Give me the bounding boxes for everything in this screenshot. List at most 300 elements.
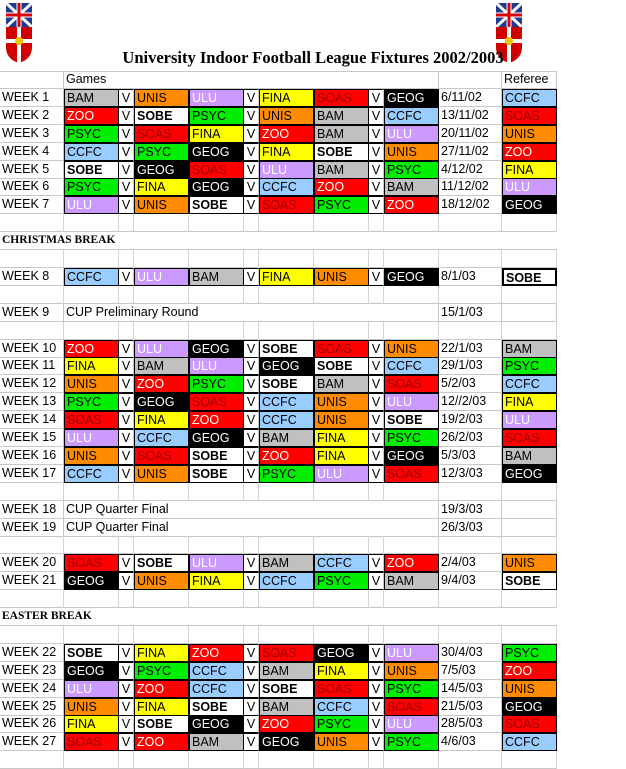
- team-cell: CCFC: [259, 393, 314, 411]
- team-cell: ULU: [189, 554, 244, 572]
- team-cell: PSYC: [314, 572, 369, 590]
- blank-cell: [502, 751, 557, 769]
- team-cell: FINA: [64, 715, 119, 733]
- versus-label: V: [369, 125, 384, 143]
- blank-cell: [502, 536, 557, 554]
- team-cell: PSYC: [64, 125, 119, 143]
- fixture-date: 9/4/03: [439, 572, 502, 590]
- blank-cell: [0, 536, 64, 554]
- fixture-date: 26/3/03: [439, 519, 502, 537]
- referee-header: Referee: [502, 71, 557, 89]
- versus-label: V: [244, 375, 259, 393]
- referee-cell: CCFC: [502, 375, 557, 393]
- fixture-date: 19/2/03: [439, 411, 502, 429]
- team-cell: SOBE: [64, 161, 119, 179]
- blank-cell: [0, 322, 64, 340]
- versus-label: V: [244, 89, 259, 107]
- blank-cell: [369, 322, 384, 340]
- fixture-row: [0, 107, 557, 125]
- blank-cell: [502, 214, 557, 232]
- team-cell: ZOO: [64, 107, 119, 125]
- team-cell: PSYC: [134, 662, 189, 680]
- header-row: [0, 71, 557, 89]
- versus-label: V: [119, 340, 134, 358]
- team-cell: GEOG: [189, 178, 244, 196]
- team-cell: ZOO: [259, 125, 314, 143]
- versus-label: V: [369, 357, 384, 375]
- team-cell: PSYC: [189, 375, 244, 393]
- versus-label: V: [119, 554, 134, 572]
- blank-cell: [244, 322, 259, 340]
- blank-cell: [369, 483, 384, 501]
- fixture-row: [0, 357, 557, 375]
- blank-cell: [119, 322, 134, 340]
- blank-cell: [244, 483, 259, 501]
- team-cell: SOAS: [384, 465, 439, 483]
- fixture-date: 13/11/02: [439, 107, 502, 125]
- team-cell: SOBE: [189, 465, 244, 483]
- team-cell: FINA: [134, 411, 189, 429]
- blank-cell: [189, 322, 244, 340]
- blank-cell: [119, 250, 134, 268]
- team-cell: GEOG: [259, 357, 314, 375]
- blank-cell: [384, 590, 439, 608]
- fixture-date: 2/4/03: [439, 554, 502, 572]
- blank-cell: [134, 214, 189, 232]
- blank-cell: [134, 250, 189, 268]
- blank-cell: [369, 250, 384, 268]
- versus-label: V: [369, 644, 384, 662]
- team-cell: CCFC: [64, 143, 119, 161]
- fixture-date: 15/1/03: [439, 304, 502, 322]
- blank-cell: [502, 304, 557, 322]
- fixture-row: [0, 125, 557, 143]
- versus-label: V: [244, 178, 259, 196]
- blank-cell: [189, 286, 244, 304]
- blank-cell: [502, 286, 557, 304]
- team-cell: FINA: [189, 125, 244, 143]
- versus-label: V: [119, 143, 134, 161]
- versus-label: V: [244, 715, 259, 733]
- blank-cell: [64, 590, 119, 608]
- fixture-date: 6/11/02: [439, 89, 502, 107]
- team-cell: ULU: [259, 161, 314, 179]
- fixture-row: [0, 161, 557, 179]
- blank-cell: [314, 483, 369, 501]
- team-cell: ULU: [134, 340, 189, 358]
- team-cell: PSYC: [189, 107, 244, 125]
- team-cell: UNIS: [134, 196, 189, 214]
- team-cell: GEOG: [134, 161, 189, 179]
- referee-cell: ULU: [502, 411, 557, 429]
- versus-label: V: [119, 89, 134, 107]
- team-cell: FINA: [134, 644, 189, 662]
- versus-label: V: [244, 554, 259, 572]
- versus-label: V: [369, 554, 384, 572]
- blank-cell: [134, 286, 189, 304]
- blank-cell: [439, 536, 502, 554]
- blank-cell: [189, 250, 244, 268]
- blank-cell: [119, 626, 134, 644]
- team-cell: ULU: [384, 393, 439, 411]
- fixture-row: [0, 680, 557, 698]
- fixture-date: 4/12/02: [439, 161, 502, 179]
- versus-label: V: [244, 447, 259, 465]
- referee-cell: PSYC: [502, 357, 557, 375]
- week-label: WEEK 11: [0, 357, 64, 375]
- cup-round-label: CUP Quarter Final: [64, 501, 439, 519]
- team-cell: ZOO: [134, 375, 189, 393]
- versus-label: V: [244, 644, 259, 662]
- blank-cell: [259, 751, 314, 769]
- team-cell: FINA: [259, 268, 314, 286]
- page-title: University Indoor Football League Fixtures 2002/2003: [122, 48, 504, 67]
- team-cell: SOBE: [189, 698, 244, 716]
- blank-row: [0, 590, 557, 608]
- referee-cell: FINA: [502, 393, 557, 411]
- referee-cell: ULU: [502, 178, 557, 196]
- team-cell: GEOG: [259, 733, 314, 751]
- referee-cell: SOBE: [502, 268, 557, 286]
- team-cell: ZOO: [384, 554, 439, 572]
- versus-label: V: [369, 375, 384, 393]
- team-cell: FINA: [189, 572, 244, 590]
- team-cell: FINA: [64, 357, 119, 375]
- games-header: Games: [64, 71, 439, 89]
- team-cell: CCFC: [314, 554, 369, 572]
- blank-cell: [384, 286, 439, 304]
- blank-cell: [259, 626, 314, 644]
- fixture-date: 12//2/03: [439, 393, 502, 411]
- versus-label: V: [244, 698, 259, 716]
- versus-label: V: [119, 465, 134, 483]
- team-cell: BAM: [259, 429, 314, 447]
- text-row: [0, 519, 557, 537]
- fixture-date: 21/5/03: [439, 698, 502, 716]
- team-cell: ZOO: [134, 733, 189, 751]
- team-cell: SOBE: [259, 375, 314, 393]
- blank-cell: [244, 751, 259, 769]
- team-cell: SOAS: [189, 161, 244, 179]
- break-row: [0, 232, 557, 250]
- break-label: CHRISTMAS BREAK: [0, 232, 557, 250]
- versus-label: V: [369, 107, 384, 125]
- blank-cell: [0, 214, 64, 232]
- blank-cell: [502, 501, 557, 519]
- blank-cell: [502, 590, 557, 608]
- blank-cell: [189, 626, 244, 644]
- team-cell: PSYC: [64, 393, 119, 411]
- blank-cell: [0, 626, 64, 644]
- fixture-date: 5/2/03: [439, 375, 502, 393]
- fixture-row: [0, 447, 557, 465]
- referee-cell: SOAS: [502, 429, 557, 447]
- team-cell: SOAS: [189, 393, 244, 411]
- fixture-date: 22/1/03: [439, 340, 502, 358]
- fixture-row: [0, 143, 557, 161]
- fixture-date: 28/5/03: [439, 715, 502, 733]
- team-cell: SOAS: [64, 411, 119, 429]
- blank-cell: [0, 751, 64, 769]
- team-cell: BAM: [314, 161, 369, 179]
- team-cell: SOAS: [134, 447, 189, 465]
- versus-label: V: [244, 680, 259, 698]
- team-cell: SOAS: [134, 125, 189, 143]
- blank-row: [0, 626, 557, 644]
- blank-cell: [384, 322, 439, 340]
- team-cell: UNIS: [134, 89, 189, 107]
- team-cell: PSYC: [384, 680, 439, 698]
- fixture-date: 30/4/03: [439, 644, 502, 662]
- team-cell: CCFC: [64, 465, 119, 483]
- blank-cell: [314, 250, 369, 268]
- fixture-row: [0, 644, 557, 662]
- versus-label: V: [369, 161, 384, 179]
- team-cell: FINA: [314, 662, 369, 680]
- versus-label: V: [119, 733, 134, 751]
- team-cell: GEOG: [189, 715, 244, 733]
- team-cell: UNIS: [64, 698, 119, 716]
- fixture-row: [0, 733, 557, 751]
- blank-cell: [64, 536, 119, 554]
- versus-label: V: [369, 340, 384, 358]
- week-label: WEEK 13: [0, 393, 64, 411]
- versus-label: V: [119, 698, 134, 716]
- team-cell: PSYC: [384, 161, 439, 179]
- fixture-date: 18/12/02: [439, 196, 502, 214]
- team-cell: PSYC: [314, 715, 369, 733]
- fixture-date: 14/5/03: [439, 680, 502, 698]
- versus-label: V: [119, 161, 134, 179]
- week-label: WEEK 7: [0, 196, 64, 214]
- blank-cell: [384, 250, 439, 268]
- blank-cell: [189, 483, 244, 501]
- referee-cell: GEOG: [502, 465, 557, 483]
- break-row: [0, 608, 557, 626]
- week-label: WEEK 4: [0, 143, 64, 161]
- team-cell: BAM: [259, 698, 314, 716]
- blank-cell: [259, 250, 314, 268]
- blank-row: [0, 214, 557, 232]
- versus-label: V: [244, 662, 259, 680]
- team-cell: GEOG: [384, 447, 439, 465]
- versus-label: V: [244, 572, 259, 590]
- team-cell: PSYC: [134, 143, 189, 161]
- fixture-row: [0, 196, 557, 214]
- versus-label: V: [119, 447, 134, 465]
- versus-label: V: [119, 680, 134, 698]
- blank-cell: [259, 286, 314, 304]
- team-cell: BAM: [259, 554, 314, 572]
- blank-cell: [439, 322, 502, 340]
- versus-label: V: [119, 662, 134, 680]
- blank-cell: [189, 590, 244, 608]
- team-cell: BAM: [314, 107, 369, 125]
- fixture-row: [0, 715, 557, 733]
- blank-cell: [439, 751, 502, 769]
- cup-round-label: CUP Quarter Final: [64, 519, 439, 537]
- versus-label: V: [369, 572, 384, 590]
- versus-label: V: [369, 680, 384, 698]
- team-cell: BAM: [314, 125, 369, 143]
- team-cell: UNIS: [314, 733, 369, 751]
- team-cell: SOAS: [314, 89, 369, 107]
- blank-cell: [439, 214, 502, 232]
- text-row: [0, 304, 557, 322]
- fixture-date: 12/3/03: [439, 465, 502, 483]
- blank-cell: [314, 214, 369, 232]
- week-label: WEEK 27: [0, 733, 64, 751]
- blank-cell: [439, 286, 502, 304]
- blank-cell: [64, 483, 119, 501]
- team-cell: FINA: [259, 89, 314, 107]
- blank-cell: [134, 590, 189, 608]
- team-cell: ZOO: [64, 340, 119, 358]
- blank-cell: [502, 483, 557, 501]
- versus-label: V: [244, 161, 259, 179]
- team-cell: BAM: [189, 268, 244, 286]
- team-cell: ZOO: [259, 447, 314, 465]
- break-label: EASTER BREAK: [0, 608, 557, 626]
- referee-cell: GEOG: [502, 196, 557, 214]
- referee-cell: FINA: [502, 161, 557, 179]
- week-label: WEEK 6: [0, 178, 64, 196]
- team-cell: ULU: [189, 89, 244, 107]
- versus-label: V: [369, 268, 384, 286]
- team-cell: UNIS: [134, 465, 189, 483]
- week-label: WEEK 23: [0, 662, 64, 680]
- team-cell: BAM: [64, 89, 119, 107]
- referee-cell: SOBE: [502, 572, 557, 590]
- fixture-date: 4/6/03: [439, 733, 502, 751]
- team-cell: PSYC: [259, 465, 314, 483]
- blank-cell: [189, 751, 244, 769]
- team-cell: UNIS: [134, 572, 189, 590]
- team-cell: PSYC: [64, 178, 119, 196]
- team-cell: SOAS: [384, 698, 439, 716]
- referee-cell: UNIS: [502, 554, 557, 572]
- week-label: WEEK 8: [0, 268, 64, 286]
- team-cell: PSYC: [384, 429, 439, 447]
- team-cell: ULU: [64, 680, 119, 698]
- blank-row: [0, 536, 557, 554]
- blank-cell: [119, 590, 134, 608]
- versus-label: V: [119, 268, 134, 286]
- team-cell: ULU: [64, 196, 119, 214]
- versus-label: V: [369, 465, 384, 483]
- versus-label: V: [119, 196, 134, 214]
- fixture-date: 5/3/03: [439, 447, 502, 465]
- team-cell: ZOO: [189, 411, 244, 429]
- team-cell: GEOG: [384, 89, 439, 107]
- week-label: WEEK 16: [0, 447, 64, 465]
- versus-label: V: [244, 465, 259, 483]
- blank-cell: [64, 250, 119, 268]
- blank-cell: [384, 483, 439, 501]
- referee-cell: CCFC: [502, 733, 557, 751]
- versus-label: V: [369, 698, 384, 716]
- fixture-date: 19/3/03: [439, 501, 502, 519]
- blank-cell: [502, 322, 557, 340]
- team-cell: BAM: [384, 178, 439, 196]
- blank-cell: [0, 590, 64, 608]
- blank-cell: [119, 214, 134, 232]
- blank-cell: [314, 626, 369, 644]
- blank-cell: [502, 250, 557, 268]
- blank-cell: [314, 536, 369, 554]
- versus-label: V: [244, 107, 259, 125]
- referee-cell: UNIS: [502, 125, 557, 143]
- versus-label: V: [244, 196, 259, 214]
- fixture-date: 27/11/02: [439, 143, 502, 161]
- versus-label: V: [244, 429, 259, 447]
- versus-label: V: [369, 143, 384, 161]
- team-cell: ZOO: [134, 680, 189, 698]
- text-row: [0, 501, 557, 519]
- team-cell: ZOO: [189, 644, 244, 662]
- team-cell: FINA: [134, 698, 189, 716]
- blank-cell: [384, 536, 439, 554]
- team-cell: BAM: [384, 572, 439, 590]
- team-cell: CCFC: [189, 662, 244, 680]
- versus-label: V: [369, 715, 384, 733]
- blank-cell: [439, 71, 502, 89]
- referee-cell: GEOG: [502, 698, 557, 716]
- versus-label: V: [369, 411, 384, 429]
- fixture-row: [0, 411, 557, 429]
- blank-cell: [369, 626, 384, 644]
- team-cell: CCFC: [259, 411, 314, 429]
- week-label: WEEK 9: [0, 304, 64, 322]
- fixture-row: [0, 554, 557, 572]
- referee-cell: ZOO: [502, 662, 557, 680]
- blank-row: [0, 286, 557, 304]
- team-cell: BAM: [259, 662, 314, 680]
- blank-cell: [369, 214, 384, 232]
- blank-cell: [244, 250, 259, 268]
- team-cell: SOAS: [64, 733, 119, 751]
- blank-row: [0, 250, 557, 268]
- blank-cell: [314, 322, 369, 340]
- week-label: WEEK 3: [0, 125, 64, 143]
- blank-cell: [64, 751, 119, 769]
- week-label: WEEK 25: [0, 698, 64, 716]
- blank-cell: [0, 71, 64, 89]
- blank-cell: [189, 214, 244, 232]
- blank-cell: [384, 751, 439, 769]
- blank-cell: [439, 626, 502, 644]
- team-cell: UNIS: [314, 268, 369, 286]
- team-cell: GEOG: [314, 644, 369, 662]
- team-cell: SOBE: [259, 340, 314, 358]
- week-label: WEEK 19: [0, 519, 64, 537]
- team-cell: UNIS: [314, 411, 369, 429]
- blank-cell: [259, 483, 314, 501]
- week-label: WEEK 17: [0, 465, 64, 483]
- referee-cell: BAM: [502, 340, 557, 358]
- versus-label: V: [244, 340, 259, 358]
- fixture-row: [0, 268, 557, 286]
- week-label: WEEK 22: [0, 644, 64, 662]
- blank-cell: [119, 286, 134, 304]
- blank-row: [0, 483, 557, 501]
- week-label: WEEK 20: [0, 554, 64, 572]
- fixture-row: [0, 465, 557, 483]
- team-cell: CCFC: [134, 429, 189, 447]
- cup-round-label: CUP Preliminary Round: [64, 304, 439, 322]
- team-cell: SOBE: [189, 196, 244, 214]
- blank-cell: [259, 590, 314, 608]
